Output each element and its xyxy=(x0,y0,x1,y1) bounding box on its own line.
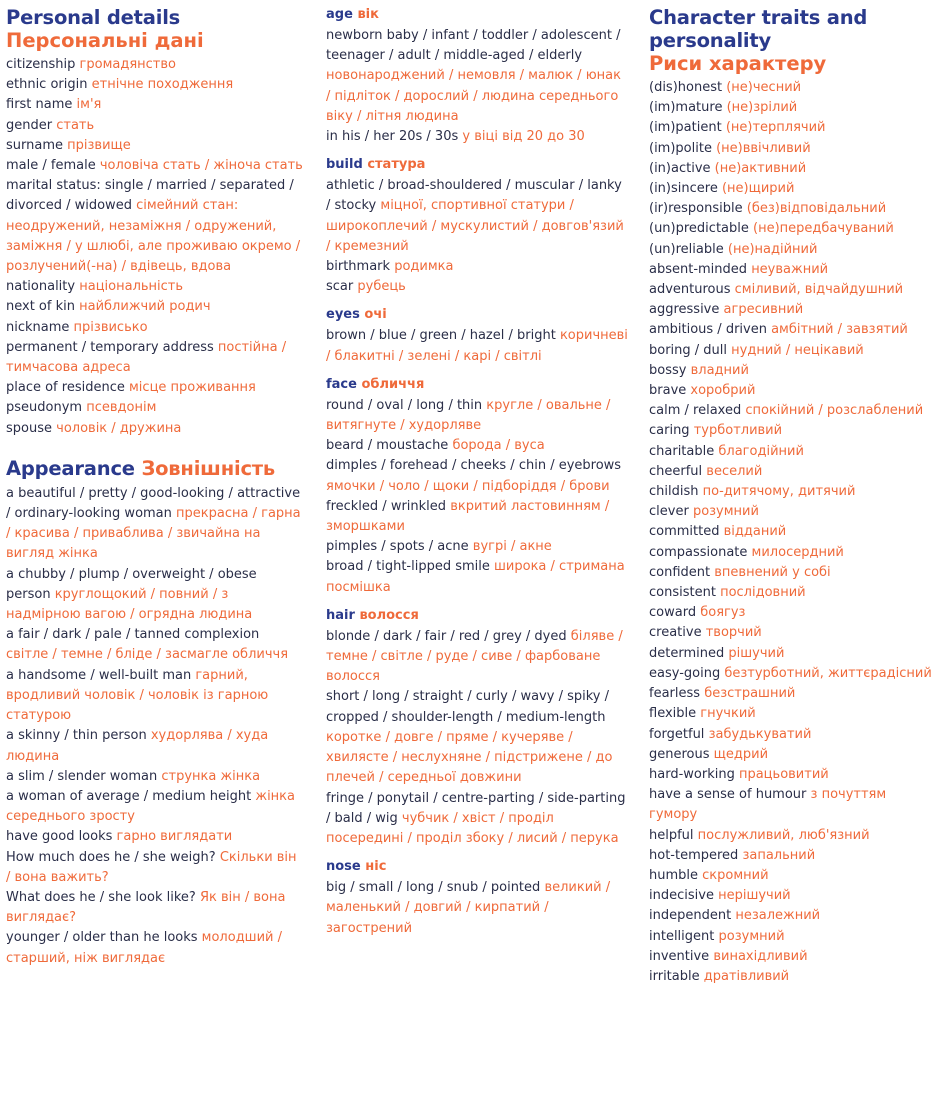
english-term: (in)active xyxy=(649,160,711,176)
ukrainian-translation: запальний xyxy=(742,847,816,863)
ukrainian-translation: прізвисько xyxy=(73,319,148,335)
english-term: charitable xyxy=(649,443,715,459)
english-term: committed xyxy=(649,524,720,540)
ukrainian-translation: струнка жінка xyxy=(161,768,261,784)
ukrainian-translation: нерішучий xyxy=(718,888,791,904)
column-character-traits xyxy=(649,6,937,987)
ukrainian-translation: незалежний xyxy=(735,908,821,924)
feature-entry xyxy=(326,26,628,127)
english-term: have good looks xyxy=(6,829,113,845)
english-term: in his / her 20s / 30s xyxy=(326,129,459,145)
ukrainian-translation: постійна / тимчасова адреса xyxy=(6,339,287,376)
ukrainian-translation: розумний xyxy=(718,928,785,944)
ukrainian-translation: працьовитий xyxy=(738,766,829,782)
character-trait-entry xyxy=(649,725,937,745)
appearance-entry xyxy=(6,787,304,827)
english-term: short / long / straight / curly / wavy / spiky / cropped / shoulder-length / medium-length xyxy=(326,689,609,725)
feature-entry xyxy=(326,277,628,297)
column-personal-appearance xyxy=(6,6,304,969)
character-trait-entry xyxy=(649,664,937,684)
ukrainian-translation: місце проживання xyxy=(129,380,256,396)
feature-entry xyxy=(326,878,628,939)
english-term: a handsome / well-built man xyxy=(6,667,192,683)
ukrainian-translation: з почуттям гумору xyxy=(649,787,887,823)
ukrainian-translation: прекрасна / гарна / красива / приваблива / звичайна на вигляд жінка xyxy=(6,506,301,562)
character-trait-entry xyxy=(649,846,937,866)
ukrainian-translation: відданий xyxy=(723,524,787,540)
character-trait-entry xyxy=(649,421,937,441)
character-trait-entry xyxy=(649,644,937,664)
personal-detail-entry xyxy=(6,136,304,156)
ukrainian-translation: (не)ввічливий xyxy=(716,140,811,156)
english-term: younger / older than he looks xyxy=(6,930,198,946)
character-trait-entry xyxy=(649,159,937,179)
english-term: creative xyxy=(649,625,702,641)
personal-detail-entry xyxy=(6,378,304,398)
english-term: ethnic origin xyxy=(6,77,88,93)
section-heading-hair xyxy=(326,607,628,625)
character-trait-entry xyxy=(649,704,937,724)
character-trait-entry xyxy=(649,240,937,260)
character-trait-entry xyxy=(649,826,937,846)
section-title-en: build xyxy=(326,157,363,173)
english-term: (un)predictable xyxy=(649,221,749,237)
ukrainian-translation: худорлява / худа людина xyxy=(6,728,269,764)
ukrainian-translation: борода / вуса xyxy=(452,438,545,454)
character-trait-entry xyxy=(649,745,937,765)
character-trait-entry xyxy=(649,765,937,785)
english-term: generous xyxy=(649,746,710,762)
section-heading-eyes xyxy=(326,306,628,324)
appearance-entry xyxy=(6,767,304,787)
english-term: determined xyxy=(649,645,725,661)
english-term: place of residence xyxy=(6,380,125,396)
ukrainian-translation: широка / стримана посмішка xyxy=(326,559,625,595)
english-term: What does he / she look like? xyxy=(6,889,196,905)
section-title-en: nose xyxy=(326,859,361,875)
ukrainian-translation: (не)терплячий xyxy=(725,120,826,136)
english-term: scar xyxy=(326,279,354,295)
ukrainian-translation: (без)відповідальний xyxy=(746,201,887,217)
english-term: (im)patient xyxy=(649,120,722,136)
english-term: athletic / broad-shouldered / muscular / lanky / stocky xyxy=(326,178,622,214)
ukrainian-translation: прізвище xyxy=(67,137,131,153)
english-term: brown / blue / green / hazel / bright xyxy=(326,328,556,344)
character-trait-entry xyxy=(649,563,937,583)
english-term: coward xyxy=(649,605,697,621)
section-heading-nose xyxy=(326,858,628,876)
section-title-uk: волосся xyxy=(359,607,419,623)
personal-detail-entry xyxy=(6,116,304,136)
ukrainian-translation: коротке / довге / пряме / кучеряве / хвилясте / неслухняне / підстрижене / до плечей / середньої довжини xyxy=(326,729,613,786)
ukrainian-translation: молодший / старший, ніж виглядає xyxy=(6,930,282,966)
ukrainian-translation: вкритий ластовинням / зморшками xyxy=(326,498,610,535)
ukrainian-translation: спокійний / розслаблений xyxy=(745,403,924,419)
english-term: first name xyxy=(6,97,73,113)
english-term: nickname xyxy=(6,319,70,335)
character-trait-entry xyxy=(649,280,937,300)
english-term: newborn baby / infant / toddler / adolescent / teenager / adult / middle-aged / elderly xyxy=(326,28,621,64)
english-term: a beautiful / pretty / good-looking / attractive / ordinary-looking woman xyxy=(6,485,301,522)
character-trait-entry xyxy=(649,906,937,926)
appearance-heading-uk: Зовнішність xyxy=(141,456,276,480)
ukrainian-translation: (не)чесний xyxy=(726,80,802,95)
character-trait-entry xyxy=(649,886,937,906)
character-traits-list xyxy=(649,78,937,987)
feature-entry xyxy=(326,557,628,597)
character-trait-entry xyxy=(649,78,937,98)
english-term: compassionate xyxy=(649,544,748,560)
ukrainian-translation: Як він / вона виглядає? xyxy=(6,889,286,926)
ukrainian-translation: великий / маленький / довгий / кирпатий / загострений xyxy=(326,880,611,936)
ukrainian-translation: сміливий, відчайдушний xyxy=(734,282,904,298)
ukrainian-translation: гарно виглядати xyxy=(116,829,233,845)
english-term: male / female xyxy=(6,158,96,174)
feature-entry xyxy=(326,396,628,436)
english-term: beard / moustache xyxy=(326,438,449,454)
ukrainian-translation: агресивний xyxy=(723,302,804,318)
ukrainian-translation: благодійний xyxy=(718,443,804,459)
ukrainian-translation: стать xyxy=(56,117,95,133)
english-term: consistent xyxy=(649,585,716,601)
english-term: (in)sincere xyxy=(649,181,718,197)
ukrainian-translation: рубець xyxy=(357,279,406,295)
character-trait-entry xyxy=(649,179,937,199)
feature-entry xyxy=(326,127,628,147)
ukrainian-translation: громадянство xyxy=(79,57,176,72)
english-term: bossy xyxy=(649,362,687,378)
appearance-entry xyxy=(6,827,304,847)
ukrainian-translation: скромний xyxy=(702,867,769,883)
english-term: a chubby / plump / overweight / obese person xyxy=(6,566,257,602)
english-term: hard-working xyxy=(649,766,735,782)
english-term: pimples / spots / acne xyxy=(326,539,469,555)
ukrainian-translation: послідовний xyxy=(720,585,806,601)
ukrainian-translation: турботливий xyxy=(693,423,783,439)
character-trait-entry xyxy=(649,482,937,502)
ukrainian-translation: чубчик / хвіст / проділ посередині / проділ збоку / лисий / перука xyxy=(326,810,619,846)
column-features xyxy=(326,6,628,939)
english-term: easy-going xyxy=(649,665,721,681)
ukrainian-translation: гнучкий xyxy=(700,706,756,722)
character-trait-entry xyxy=(649,684,937,704)
personal-detail-entry xyxy=(6,318,304,338)
character-trait-entry xyxy=(649,502,937,522)
ukrainian-translation: забудькуватий xyxy=(708,726,812,742)
personal-detail-entry xyxy=(6,419,304,439)
ukrainian-translation: жінка середнього зросту xyxy=(6,788,296,825)
ukrainian-translation: національність xyxy=(79,279,184,295)
ukrainian-translation: (не)зрілий xyxy=(726,100,798,116)
ukrainian-translation: дратівливий xyxy=(703,968,790,984)
personal-detail-entry xyxy=(6,75,304,95)
ukrainian-translation: веселий xyxy=(706,463,763,479)
english-term: spouse xyxy=(6,420,52,436)
feature-entry xyxy=(326,627,628,688)
ukrainian-translation: безтурботний, життєрадісний xyxy=(724,665,932,681)
ukrainian-translation: біляве / темне / світле / руде / сиве / фарбоване волосся xyxy=(326,628,623,685)
english-term: independent xyxy=(649,908,732,924)
character-trait-entry xyxy=(649,139,937,159)
ukrainian-translation: родимка xyxy=(394,259,454,275)
english-term: (im)mature xyxy=(649,100,723,116)
english-term: clever xyxy=(649,504,689,520)
feature-entry xyxy=(326,326,628,366)
character-trait-entry xyxy=(649,260,937,280)
english-term: dimples / forehead / cheeks / chin / eyebrows xyxy=(326,458,622,474)
ukrainian-translation: кругле / овальне / витягнуте / худорляве xyxy=(326,397,611,434)
ukrainian-translation: впевнений у собі xyxy=(714,564,831,580)
english-term: caring xyxy=(649,423,690,439)
personal-detail-entry xyxy=(6,297,304,317)
english-term: round / oval / long / thin xyxy=(326,397,483,413)
section-heading-build xyxy=(326,156,628,174)
personal-detail-entry xyxy=(6,176,304,277)
ukrainian-translation: псевдонім xyxy=(86,400,157,416)
section-heading-face xyxy=(326,376,628,394)
ukrainian-translation: етнічне походження xyxy=(91,77,234,93)
english-term: aggressive xyxy=(649,302,720,318)
section-title-uk: обличчя xyxy=(361,376,425,392)
ukrainian-translation: винахідливий xyxy=(713,948,808,964)
english-term: ambitious / driven xyxy=(649,322,767,338)
ukrainian-translation: боягуз xyxy=(700,605,746,621)
character-trait-entry xyxy=(649,927,937,947)
character-trait-entry xyxy=(649,543,937,563)
ukrainian-translation: у віці від 20 до 30 xyxy=(462,129,585,145)
english-term: humble xyxy=(649,867,699,883)
english-term: surname xyxy=(6,137,63,153)
ukrainian-translation: ім'я xyxy=(76,97,102,113)
appearance-list xyxy=(6,484,304,969)
character-trait-entry xyxy=(649,341,937,361)
character-trait-entry xyxy=(649,603,937,623)
ukrainian-translation: ямочки / чоло / щоки / підборіддя / брови xyxy=(326,478,610,494)
appearance-entry xyxy=(6,625,304,665)
english-term: gender xyxy=(6,117,53,133)
appearance-heading-en: Appearance xyxy=(6,456,135,480)
character-trait-entry xyxy=(649,623,937,643)
ukrainian-translation: рішучий xyxy=(728,645,785,661)
section-title-uk: очі xyxy=(364,307,387,323)
ukrainian-translation: (не)активний xyxy=(714,160,807,176)
ukrainian-translation: (не)щирий xyxy=(721,181,795,197)
english-term: a woman of average / medium height xyxy=(6,788,252,804)
english-term: (un)reliable xyxy=(649,241,724,257)
character-trait-entry xyxy=(649,583,937,603)
english-term: a skinny / thin person xyxy=(6,728,147,744)
character-trait-entry xyxy=(649,401,937,421)
english-term: birthmark xyxy=(326,259,391,275)
english-term: absent-minded xyxy=(649,261,748,277)
feature-entry xyxy=(326,456,628,496)
english-term: How much does he / she weigh? xyxy=(6,849,216,865)
english-term: childish xyxy=(649,484,699,500)
english-term: irritable xyxy=(649,968,700,984)
english-term: adventurous xyxy=(649,282,731,298)
english-term: big / small / long / snub / pointed xyxy=(326,880,541,896)
character-trait-entry xyxy=(649,98,937,118)
ukrainian-translation: амбітний / завзятий xyxy=(771,322,908,338)
section-title-uk: ніс xyxy=(365,859,387,875)
ukrainian-translation: новонароджений / немовля / малюк / юнак / підліток / дорослий / людина середнього віку / літня людина xyxy=(326,68,621,124)
character-trait-entry xyxy=(649,462,937,482)
english-term: a slim / slender woman xyxy=(6,768,158,784)
ukrainian-translation: чоловіча стать / жіноча стать xyxy=(99,158,303,174)
character-trait-entry xyxy=(649,785,937,825)
personal-detail-entry xyxy=(6,95,304,115)
english-term: flexible xyxy=(649,706,697,722)
english-term: inventive xyxy=(649,948,710,964)
section-title-uk: статура xyxy=(367,157,426,173)
english-term: fringe / ponytail / centre-parting / side-parting / bald / wig xyxy=(326,790,626,826)
english-term: helpful xyxy=(649,827,694,843)
ukrainian-translation: розумний xyxy=(692,504,759,520)
english-term: (ir)responsible xyxy=(649,201,743,217)
english-term: hot-tempered xyxy=(649,847,739,863)
english-term: a fair / dark / pale / tanned complexion xyxy=(6,627,260,643)
english-term: pseudonym xyxy=(6,400,83,416)
feature-entry xyxy=(326,687,628,788)
appearance-entry xyxy=(6,888,304,928)
ukrainian-translation: (не)передбачуваний xyxy=(753,221,894,237)
ukrainian-translation: милосердний xyxy=(751,544,844,560)
ukrainian-translation: по-дитячому, дитячий xyxy=(702,484,856,500)
english-term: nationality xyxy=(6,279,76,295)
section-title-en: hair xyxy=(326,607,355,623)
character-trait-entry xyxy=(649,300,937,320)
ukrainian-translation: хоробрий xyxy=(690,383,756,399)
character-trait-entry xyxy=(649,320,937,340)
ukrainian-translation: щедрий xyxy=(713,746,769,762)
ukrainian-translation: безстрашний xyxy=(704,686,796,702)
english-term: indecisive xyxy=(649,888,714,904)
feature-entry xyxy=(326,436,628,456)
ukrainian-translation: міцної, спортивної статури / широкоплечий / мускулистий / довгов'язий / кремезний xyxy=(326,198,624,254)
section-heading-age xyxy=(326,6,628,24)
personal-detail-entry xyxy=(6,338,304,378)
ukrainian-translation: вугрі / акне xyxy=(472,539,552,555)
english-term: fearless xyxy=(649,686,701,702)
feature-entry xyxy=(326,537,628,557)
character-trait-entry xyxy=(649,361,937,381)
section-title-en: age xyxy=(326,7,353,22)
character-trait-entry xyxy=(649,947,937,967)
character-traits-heading-uk: Риси характеру xyxy=(649,52,827,75)
character-trait-entry xyxy=(649,219,937,239)
feature-entry xyxy=(326,497,628,537)
appearance-entry xyxy=(6,565,304,626)
section-title-en: eyes xyxy=(326,307,360,323)
ukrainian-translation: послужливий, люб'язний xyxy=(697,827,870,843)
character-trait-entry xyxy=(649,118,937,138)
section-title-en: face xyxy=(326,376,357,392)
appearance-entry xyxy=(6,726,304,766)
ukrainian-translation: нудний / нецікавий xyxy=(731,342,864,358)
english-term: brave xyxy=(649,383,687,399)
ukrainian-translation: (не)надійний xyxy=(727,241,818,257)
appearance-entry xyxy=(6,666,304,727)
english-term: have a sense of humour xyxy=(649,787,807,803)
ukrainian-translation: владний xyxy=(690,362,749,378)
character-trait-entry xyxy=(649,522,937,542)
english-term: blonde / dark / fair / red / grey / dyed xyxy=(326,628,567,644)
english-term: freckled / wrinkled xyxy=(326,498,447,514)
english-term: forgetful xyxy=(649,726,705,742)
ukrainian-translation: світле / темне / бліде / засмагле обличчя xyxy=(6,647,289,663)
english-term: permanent / temporary address xyxy=(6,339,214,355)
ukrainian-translation: найближчий родич xyxy=(79,299,211,315)
english-term: broad / tight-lipped smile xyxy=(326,559,490,575)
english-term: intelligent xyxy=(649,928,715,944)
english-term: (im)polite xyxy=(649,140,712,156)
ukrainian-translation: гарний, вродливий чоловік / чоловік із гарною статурою xyxy=(6,667,269,724)
personal-details-list xyxy=(6,55,304,439)
character-traits-heading: Character traits and personality xyxy=(649,6,868,52)
english-term: citizenship xyxy=(6,57,76,72)
appearance-entry xyxy=(6,848,304,888)
character-trait-entry xyxy=(649,199,937,219)
ukrainian-translation: сімейний стан: неодружений, незаміжня / одружений, заміжня / у шлюбі, але проживаю окремо / розлучений(-на) / вдівець, вдова xyxy=(6,198,301,275)
appearance-heading xyxy=(6,457,304,480)
appearance-entry xyxy=(6,484,304,565)
feature-entry xyxy=(326,257,628,277)
feature-entry xyxy=(326,789,628,850)
english-term: boring / dull xyxy=(649,342,728,358)
personal-details-heading: Personal details xyxy=(6,6,181,29)
character-trait-entry xyxy=(649,967,937,987)
character-trait-entry xyxy=(649,381,937,401)
personal-detail-entry xyxy=(6,398,304,418)
appearance-entry xyxy=(6,928,304,968)
ukrainian-translation: чоловік / дружина xyxy=(56,420,182,436)
ukrainian-translation: творчий xyxy=(705,625,762,641)
english-term: (dis)honest xyxy=(649,80,723,95)
english-term: next of kin xyxy=(6,299,75,315)
english-term: cheerful xyxy=(649,463,703,479)
personal-detail-entry xyxy=(6,156,304,176)
ukrainian-translation: Скільки він / вона важить? xyxy=(6,849,297,885)
personal-detail-entry xyxy=(6,277,304,297)
character-trait-entry xyxy=(649,442,937,462)
ukrainian-translation: неуважний xyxy=(751,261,829,277)
english-term: calm / relaxed xyxy=(649,403,742,419)
personal-details-heading-uk: Персональні дані xyxy=(6,29,204,52)
section-title-uk: вік xyxy=(357,7,379,22)
ukrainian-translation: коричневі / блакитні / зелені / карі / світлі xyxy=(326,328,628,364)
english-term: confident xyxy=(649,564,711,580)
ukrainian-translation: круглощокий / повний / з надмірною вагою / огрядна людина xyxy=(6,586,253,623)
feature-entry xyxy=(326,176,628,257)
personal-detail-entry xyxy=(6,55,304,75)
feature-sections xyxy=(326,6,628,939)
character-trait-entry xyxy=(649,866,937,886)
english-term: marital status: single / married / separated / divorced / widowed xyxy=(6,178,294,214)
